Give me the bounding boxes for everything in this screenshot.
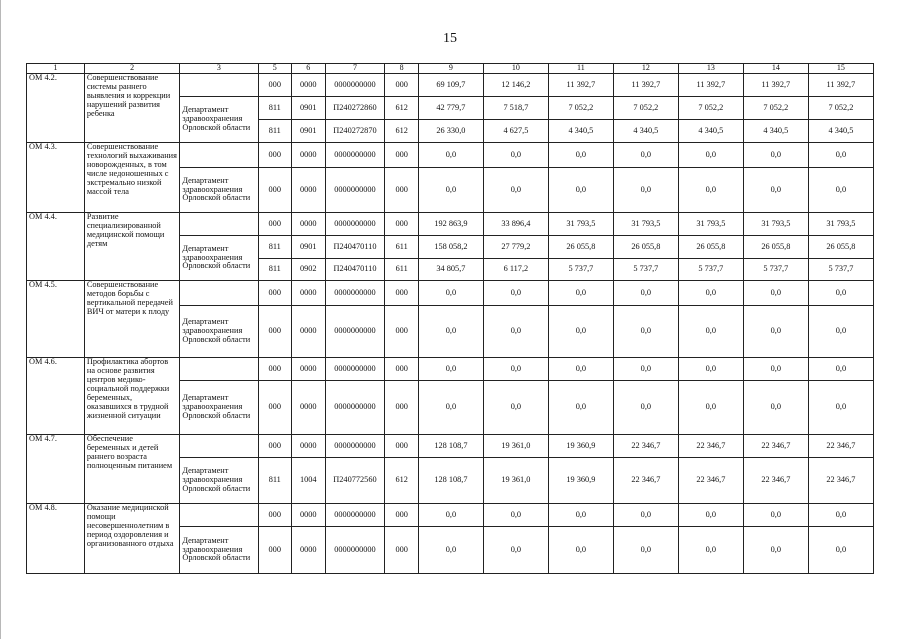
amount-cell: 5 737,7	[743, 259, 808, 281]
amount-cell: 5 737,7	[613, 259, 678, 281]
amount-cell: 0,0	[678, 504, 743, 527]
budget-code-c7: П240772560	[325, 458, 385, 504]
measure-name: Оказание медицинской помощи несовершеннолетним в период оздоровления и организованного отдыха	[84, 504, 179, 574]
budget-code-c8: 000	[385, 143, 419, 168]
measure-code: ОМ 4.4.	[27, 213, 85, 281]
amount-cell: 22 346,7	[678, 435, 743, 458]
amount-cell: 0,0	[613, 527, 678, 574]
budget-code-c5: 000	[258, 381, 292, 435]
amount-cell: 0,0	[808, 504, 873, 527]
measure-name: Совершенствование технологий выхаживания новорожденных, в том числе недоношенных с экстремально низкой массой тела	[84, 143, 179, 213]
amount-cell: 0,0	[743, 143, 808, 168]
measure-code: ОМ 4.8.	[27, 504, 85, 574]
budget-code-c7: П240272860	[325, 97, 385, 120]
budget-code-c8: 000	[385, 306, 419, 358]
budget-code-c5: 000	[258, 435, 292, 458]
table-row	[27, 504, 874, 527]
header-row	[27, 64, 874, 74]
executor-cell: Департамент здравоохранения Орловской области	[180, 527, 258, 574]
amount-cell: 0,0	[808, 168, 873, 213]
amount-cell: 0,0	[678, 168, 743, 213]
amount-cell: 158 058,2	[418, 236, 483, 259]
amount-cell: 192 863,9	[418, 213, 483, 236]
budget-code-c6: 0000	[292, 74, 326, 97]
amount-cell: 22 346,7	[808, 458, 873, 504]
amount-cell: 0,0	[613, 143, 678, 168]
executor-cell: Департамент здравоохранения Орловской области	[180, 381, 258, 435]
amount-cell: 0,0	[418, 306, 483, 358]
scan-edge-line	[0, 0, 1, 639]
amount-cell: 0,0	[483, 381, 548, 435]
amount-cell: 0,0	[548, 381, 613, 435]
table-row	[27, 358, 874, 381]
amount-cell: 0,0	[483, 527, 548, 574]
measure-code: ОМ 4.2.	[27, 74, 85, 143]
amount-cell: 0,0	[808, 358, 873, 381]
amount-cell: 0,0	[548, 281, 613, 306]
amount-cell: 0,0	[808, 381, 873, 435]
budget-code-c7: П240272870	[325, 120, 385, 143]
executor-cell-empty	[180, 435, 258, 458]
executor-cell: Департамент здравоохранения Орловской области	[180, 458, 258, 504]
header-cell: 15	[808, 64, 873, 74]
amount-cell: 5 737,7	[678, 259, 743, 281]
amount-cell: 0,0	[483, 143, 548, 168]
budget-code-c6: 0901	[292, 236, 326, 259]
budget-code-c7: П240470110	[325, 236, 385, 259]
amount-cell: 26 055,8	[808, 236, 873, 259]
measure-code: ОМ 4.5.	[27, 281, 85, 358]
budget-code-c8: 000	[385, 504, 419, 527]
budget-code-c5: 000	[258, 74, 292, 97]
budget-code-c8: 000	[385, 381, 419, 435]
amount-cell: 0,0	[808, 527, 873, 574]
amount-cell: 0,0	[613, 306, 678, 358]
header-cell: 10	[483, 64, 548, 74]
amount-cell: 31 793,5	[678, 213, 743, 236]
amount-cell: 69 109,7	[418, 74, 483, 97]
budget-code-c7: 0000000000	[325, 74, 385, 97]
budget-code-c6: 0000	[292, 143, 326, 168]
executor-cell: Департамент здравоохранения Орловской области	[180, 97, 258, 143]
budget-code-c7: 0000000000	[325, 358, 385, 381]
executor-cell-empty	[180, 143, 258, 168]
budget-code-c8: 612	[385, 97, 419, 120]
amount-cell: 26 055,8	[678, 236, 743, 259]
budget-code-c7: 0000000000	[325, 213, 385, 236]
amount-cell: 26 330,0	[418, 120, 483, 143]
header-cell: 12	[613, 64, 678, 74]
amount-cell: 0,0	[743, 527, 808, 574]
budget-code-c5: 000	[258, 143, 292, 168]
budget-code-c8: 000	[385, 435, 419, 458]
budget-code-c7: 0000000000	[325, 504, 385, 527]
budget-code-c6: 0000	[292, 381, 326, 435]
amount-cell: 31 793,5	[808, 213, 873, 236]
amount-cell: 0,0	[483, 306, 548, 358]
header-cell: 14	[743, 64, 808, 74]
budget-code-c8: 612	[385, 120, 419, 143]
table-row	[27, 435, 874, 458]
budget-code-c5: 000	[258, 358, 292, 381]
budget-code-c5: 000	[258, 281, 292, 306]
amount-cell: 128 108,7	[418, 435, 483, 458]
measure-name: Совершенствование методов борьбы с вертикальной передачей ВИЧ от матери к плоду	[84, 281, 179, 358]
amount-cell: 19 360,9	[548, 458, 613, 504]
amount-cell: 22 346,7	[808, 435, 873, 458]
executor-cell-empty	[180, 504, 258, 527]
budget-code-c6: 0000	[292, 168, 326, 213]
amount-cell: 0,0	[743, 504, 808, 527]
budget-code-c8: 000	[385, 74, 419, 97]
amount-cell: 11 392,7	[808, 74, 873, 97]
amount-cell: 4 340,5	[678, 120, 743, 143]
amount-cell: 0,0	[548, 168, 613, 213]
executor-cell-empty	[180, 213, 258, 236]
amount-cell: 0,0	[418, 281, 483, 306]
amount-cell: 0,0	[743, 306, 808, 358]
amount-cell: 11 392,7	[548, 74, 613, 97]
header-cell: 5	[258, 64, 292, 74]
amount-cell: 0,0	[678, 358, 743, 381]
budget-code-c7: 0000000000	[325, 306, 385, 358]
amount-cell: 0,0	[483, 281, 548, 306]
measure-name: Обеспечение беременных и детей раннего возраста полноценным питанием	[84, 435, 179, 504]
budget-code-c8: 612	[385, 458, 419, 504]
amount-cell: 0,0	[743, 281, 808, 306]
budget-code-c8: 000	[385, 358, 419, 381]
budget-code-c8: 611	[385, 236, 419, 259]
measure-name: Профилактика абортов на основе развития центров медико-социальной поддержки беременных, оказавшихся в трудной жизненной ситуации	[84, 358, 179, 435]
amount-cell: 0,0	[743, 381, 808, 435]
amount-cell: 0,0	[483, 504, 548, 527]
header-cell: 8	[385, 64, 419, 74]
amount-cell: 0,0	[483, 168, 548, 213]
amount-cell: 4 627,5	[483, 120, 548, 143]
amount-cell: 0,0	[613, 504, 678, 527]
budget-code-c6: 0000	[292, 527, 326, 574]
amount-cell: 0,0	[548, 358, 613, 381]
amount-cell: 0,0	[808, 306, 873, 358]
amount-cell: 0,0	[678, 281, 743, 306]
budget-code-c7: 0000000000	[325, 143, 385, 168]
budget-code-c7: 0000000000	[325, 281, 385, 306]
amount-cell: 19 361,0	[483, 458, 548, 504]
measure-name: Совершенствование системы раннего выявления и коррекции нарушений развития ребенка	[84, 74, 179, 143]
budget-code-c6: 0000	[292, 358, 326, 381]
budget-table	[26, 63, 874, 574]
table-row	[27, 213, 874, 236]
budget-code-c7: П240470110	[325, 259, 385, 281]
budget-code-c6: 0000	[292, 306, 326, 358]
amount-cell: 0,0	[613, 168, 678, 213]
amount-cell: 26 055,8	[613, 236, 678, 259]
amount-cell: 0,0	[418, 504, 483, 527]
amount-cell: 22 346,7	[613, 435, 678, 458]
measure-code: ОМ 4.3.	[27, 143, 85, 213]
amount-cell: 22 346,7	[743, 435, 808, 458]
amount-cell: 5 737,7	[548, 259, 613, 281]
executor-cell-empty	[180, 74, 258, 97]
amount-cell: 31 793,5	[743, 213, 808, 236]
amount-cell: 0,0	[808, 281, 873, 306]
executor-cell: Департамент здравоохранения Орловской области	[180, 168, 258, 213]
budget-code-c6: 1004	[292, 458, 326, 504]
table-row	[27, 281, 874, 306]
amount-cell: 4 340,5	[613, 120, 678, 143]
budget-code-c5: 000	[258, 213, 292, 236]
amount-cell: 31 793,5	[548, 213, 613, 236]
measure-name: Развитие специализированной медицинской помощи детям	[84, 213, 179, 281]
budget-code-c5: 811	[258, 120, 292, 143]
amount-cell: 0,0	[678, 381, 743, 435]
budget-code-c6: 0902	[292, 259, 326, 281]
amount-cell: 0,0	[418, 168, 483, 213]
budget-code-c8: 000	[385, 527, 419, 574]
amount-cell: 7 518,7	[483, 97, 548, 120]
amount-cell: 27 779,2	[483, 236, 548, 259]
amount-cell: 0,0	[418, 381, 483, 435]
budget-code-c6: 0000	[292, 435, 326, 458]
executor-cell: Департамент здравоохранения Орловской области	[180, 236, 258, 281]
budget-code-c6: 0901	[292, 120, 326, 143]
amount-cell: 19 361,0	[483, 435, 548, 458]
amount-cell: 5 737,7	[808, 259, 873, 281]
amount-cell: 0,0	[678, 143, 743, 168]
amount-cell: 0,0	[678, 306, 743, 358]
amount-cell: 11 392,7	[743, 74, 808, 97]
amount-cell: 6 117,2	[483, 259, 548, 281]
header-cell: 3	[180, 64, 258, 74]
executor-cell-empty	[180, 358, 258, 381]
executor-cell: Департамент здравоохранения Орловской области	[180, 306, 258, 358]
amount-cell: 0,0	[418, 527, 483, 574]
budget-code-c6: 0000	[292, 281, 326, 306]
amount-cell: 0,0	[743, 358, 808, 381]
executor-cell-empty	[180, 281, 258, 306]
budget-code-c7: 0000000000	[325, 527, 385, 574]
budget-code-c5: 811	[258, 259, 292, 281]
amount-cell: 4 340,5	[743, 120, 808, 143]
measure-code: ОМ 4.7.	[27, 435, 85, 504]
amount-cell: 0,0	[613, 358, 678, 381]
amount-cell: 31 793,5	[613, 213, 678, 236]
amount-cell: 0,0	[418, 143, 483, 168]
amount-cell: 26 055,8	[548, 236, 613, 259]
amount-cell: 0,0	[548, 306, 613, 358]
amount-cell: 22 346,7	[743, 458, 808, 504]
amount-cell: 0,0	[678, 527, 743, 574]
amount-cell: 0,0	[613, 381, 678, 435]
header-cell: 6	[292, 64, 326, 74]
amount-cell: 34 805,7	[418, 259, 483, 281]
amount-cell: 7 052,2	[808, 97, 873, 120]
amount-cell: 0,0	[548, 527, 613, 574]
amount-cell: 7 052,2	[548, 97, 613, 120]
amount-cell: 0,0	[808, 143, 873, 168]
budget-code-c5: 811	[258, 458, 292, 504]
amount-cell: 11 392,7	[678, 74, 743, 97]
header-cell: 11	[548, 64, 613, 74]
budget-code-c8: 000	[385, 281, 419, 306]
budget-code-c5: 000	[258, 527, 292, 574]
budget-code-c5: 000	[258, 306, 292, 358]
budget-code-c5: 811	[258, 97, 292, 120]
budget-code-c7: 0000000000	[325, 381, 385, 435]
page-number: 15	[443, 31, 457, 46]
budget-code-c5: 000	[258, 168, 292, 213]
amount-cell: 42 779,7	[418, 97, 483, 120]
amount-cell: 7 052,2	[613, 97, 678, 120]
budget-code-c5: 000	[258, 504, 292, 527]
budget-code-c6: 0000	[292, 504, 326, 527]
amount-cell: 0,0	[613, 281, 678, 306]
amount-cell: 26 055,8	[743, 236, 808, 259]
amount-cell: 0,0	[483, 358, 548, 381]
budget-code-c8: 000	[385, 168, 419, 213]
amount-cell: 4 340,5	[808, 120, 873, 143]
amount-cell: 7 052,2	[743, 97, 808, 120]
amount-cell: 33 896,4	[483, 213, 548, 236]
budget-code-c8: 000	[385, 213, 419, 236]
budget-code-c7: 0000000000	[325, 168, 385, 213]
amount-cell: 0,0	[418, 358, 483, 381]
budget-code-c6: 0901	[292, 97, 326, 120]
amount-cell: 11 392,7	[613, 74, 678, 97]
amount-cell: 128 108,7	[418, 458, 483, 504]
amount-cell: 0,0	[548, 143, 613, 168]
header-cell: 13	[678, 64, 743, 74]
measure-code: ОМ 4.6.	[27, 358, 85, 435]
amount-cell: 7 052,2	[678, 97, 743, 120]
amount-cell: 22 346,7	[613, 458, 678, 504]
header-cell: 9	[418, 64, 483, 74]
amount-cell: 12 146,2	[483, 74, 548, 97]
amount-cell: 0,0	[548, 504, 613, 527]
amount-cell: 4 340,5	[548, 120, 613, 143]
budget-code-c8: 611	[385, 259, 419, 281]
budget-code-c5: 811	[258, 236, 292, 259]
amount-cell: 22 346,7	[678, 458, 743, 504]
amount-cell: 0,0	[743, 168, 808, 213]
header-cell: 2	[84, 64, 179, 74]
header-cell: 7	[325, 64, 385, 74]
budget-code-c7: 0000000000	[325, 435, 385, 458]
table-row	[27, 143, 874, 168]
table-row	[27, 74, 874, 97]
header-cell: 1	[27, 64, 85, 74]
amount-cell: 19 360,9	[548, 435, 613, 458]
budget-code-c6: 0000	[292, 213, 326, 236]
